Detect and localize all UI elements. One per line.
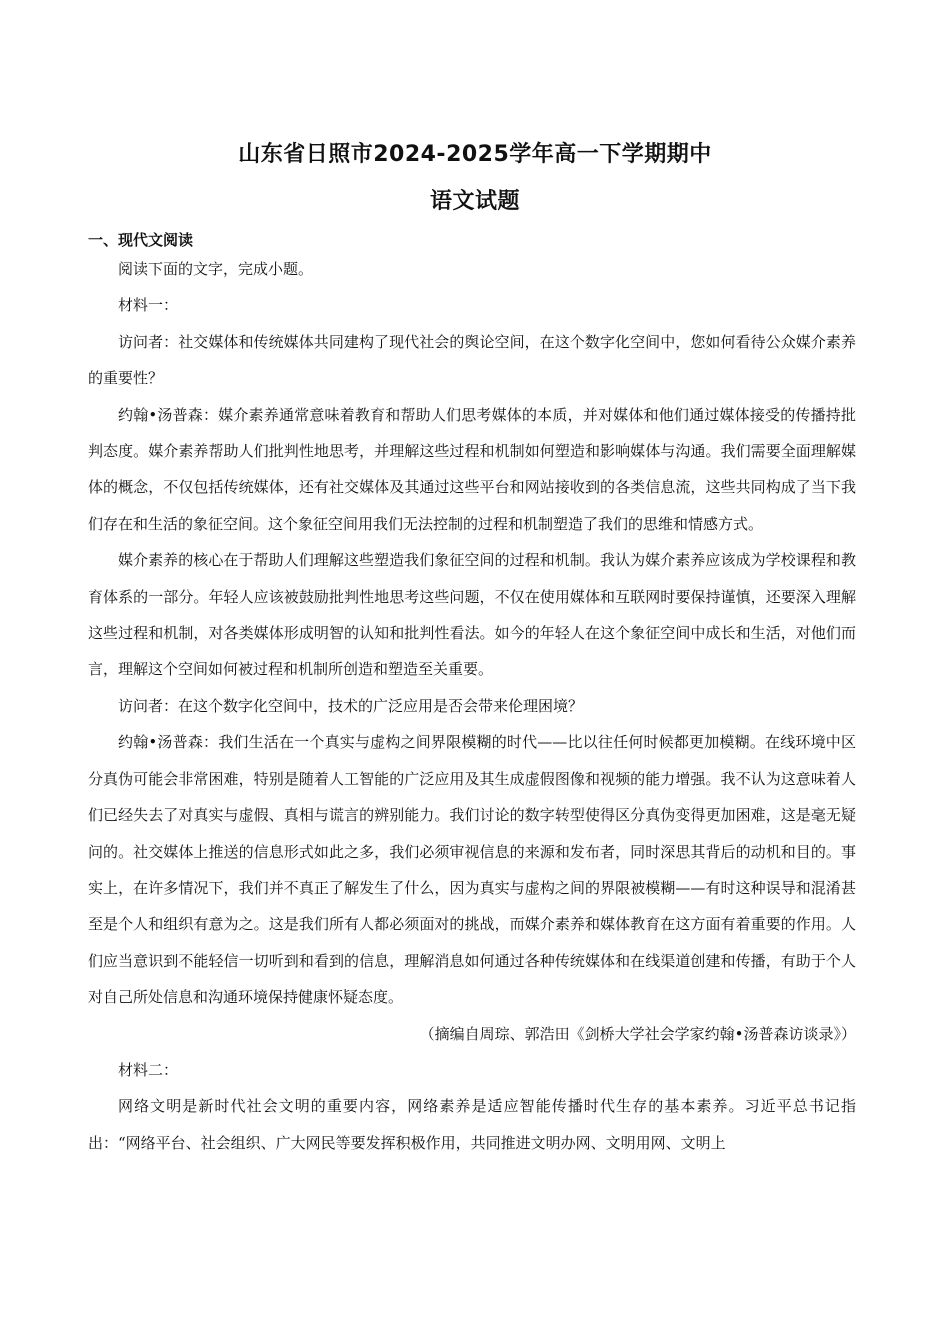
source-citation: （摘编自周琮、郭浩田《剑桥大学社会学家约翰•汤普森访谈录》） bbox=[419, 1024, 856, 1043]
paragraph: 访问者：在这个数字化空间中，技术的广泛应用是否会带来伦理困境？ bbox=[118, 696, 584, 715]
section-heading: 一、现代文阅读 bbox=[88, 231, 194, 249]
paragraph: 媒介素养的核心在于帮助人们理解这些塑造我们象征空间的过程和机制。我认为媒介素养应该成为学校课程和教育体系的一部分。年轻人应该被鼓励批判性地思考这些问题，不仅在使用媒体和互联网时要保持谨慎，还要深入理解这些过程和机制，对各类媒体形成明智的认知和批判性看法。如今的年轻人在这个象征空间中成长和生活，对他们而言，理解这个空间如何被过程和机制所创造和塑造至关重要。 bbox=[88, 551, 856, 679]
document-title: 山东省日照市2024-2025学年高一下学期期中 bbox=[238, 142, 712, 167]
paragraph: 访问者：社交媒体和传统媒体共同建构了现代社会的舆论空间，在这个数字化空间中，您如何看待公众媒介素养的重要性？ bbox=[88, 332, 856, 388]
paragraph: 网络文明是新时代社会文明的重要内容，网络素养是适应智能传播时代生存的基本素养。习近平总书记指出：“网络平台、社会组织、广大网民等要发挥积极作用，共同推进文明办网、文明用网、文明上 bbox=[88, 1097, 856, 1152]
material-one-label: 材料一： bbox=[118, 296, 179, 315]
paragraph: 约翰•汤普森：我们生活在一个真实与虚构之间界限模糊的时代——比以往任何时候都更加模糊。在线环境中区分真伪可能会非常困难，特别是随着人工智能的广泛应用及其生成虚假图像和视频的能力增强。我不认为这意味着人们已经失去了对真实与虚假、真相与谎言的辨别能力。我们讨论的数字转型使得区分真伪变得更加困难，这是毫无疑问的。社交媒体上推送的信息形式如此之多，我们必须审视信息的来源和发布者，同时深思其背后的动机和目的。事实上，在许多情况下，我们并不真正了解发生了什么，因为真实与虚构之间的界限被模糊——有时这种误导和混淆甚至是个人和组织有意为之。这是我们所有人都必须面对的挑战，而媒介素养和媒体教育在这方面有着重要的作用。人们应当意识到不能轻信一切听到和看到的信息，理解消息如何通过各种传统媒体和在线渠道创建和传播，有助于个人对自己所处信息和沟通环境保持健康怀疑态度。 bbox=[88, 733, 856, 1007]
instruction-paragraph: 阅读下面的文字，完成小题。 bbox=[118, 260, 314, 278]
document-body bbox=[88, 251, 856, 1161]
paragraph: 约翰•汤普森：媒介素养通常意味着教育和帮助人们思考媒体的本质，并对媒体和他们通过媒体接受的传播持批判态度。媒介素养帮助人们批判性地思考，并理解这些过程和机制如何塑造和影响媒体与沟通。我们需要全面理解媒体的概念，不仅包括传统媒体，还有社交媒体及其通过这些平台和网站接收到的各类信息流，这些共同构成了当下我们存在和生活的象征空间。这个象征空间用我们无法控制的过程和机制塑造了我们的思维和情感方式。 bbox=[88, 405, 856, 533]
document-subtitle: 语文试题 bbox=[429, 189, 520, 214]
material-two-label: 材料二： bbox=[118, 1060, 179, 1079]
